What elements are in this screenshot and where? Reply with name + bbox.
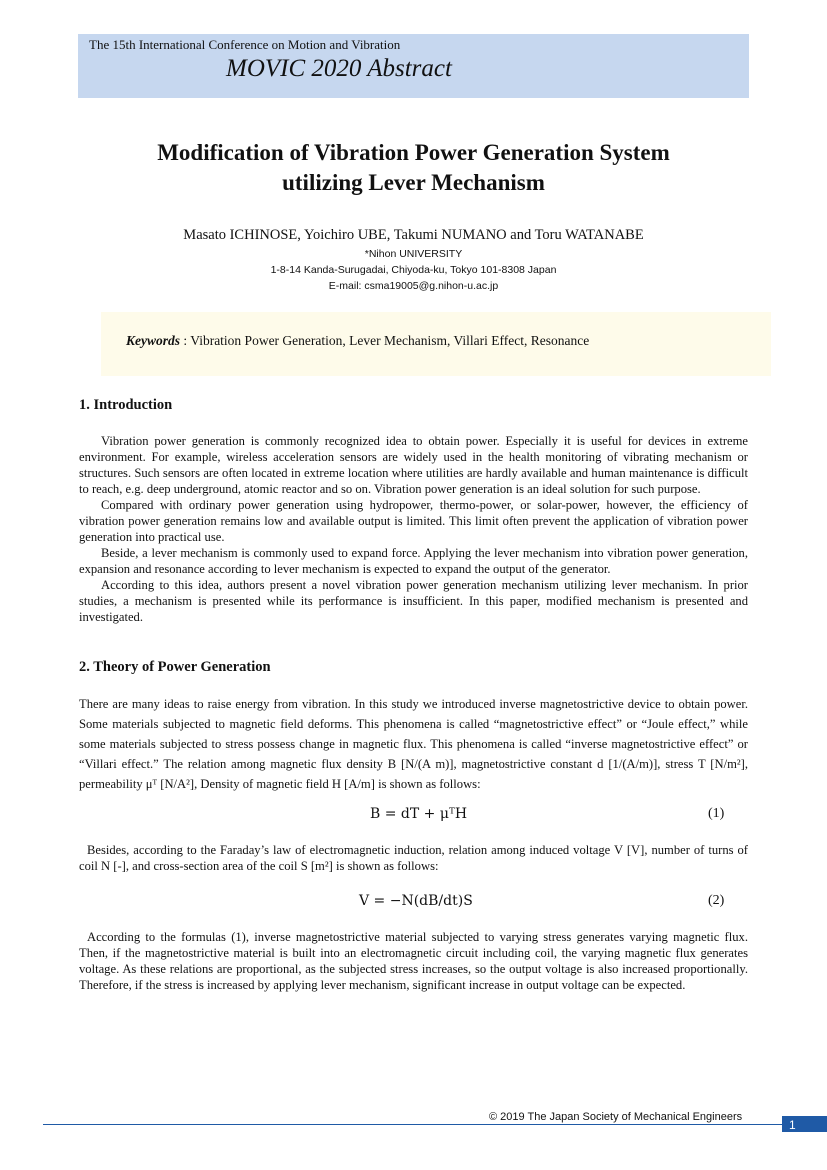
theory-paragraph-2: Besides, according to the Faraday’s law of electromagnetic induction, relation among induced voltage V [V], number of turns of coil N [-], and cross-section area of the coil S [m²] is shown as follows:	[79, 843, 748, 873]
equation-1-formula: B = dT + μᵀH	[370, 806, 468, 822]
intro-paragraph-2: Compared with ordinary power generation using hydropower, thermo-power, or solar-power, however, the efficiency of vibration power generation remains low and available output is limited. This limit often prevent the application of vibration power generation into practical use.	[79, 498, 748, 544]
copyright: © 2019 The Japan Society of Mechanical Engineers	[489, 1111, 743, 1123]
keywords-label: Keywords	[126, 333, 180, 348]
introduction-body	[79, 433, 748, 625]
authors: Masato ICHINOSE, Yoichiro UBE, Takumi NUMANO and Toru WATANABE	[183, 227, 644, 243]
page-number: 1	[782, 1116, 827, 1132]
theory-paragraph-1: There are many ideas to raise energy from vibration. In this study we introduced inverse magnetostrictive device to obtain power. Some materials subjected to magnetic field deforms. This phenomena is called “magnetostrictive effect” or “Joule effect,” while some materials subjected to stress possess change in magnetic flux. This phenomena is called “inverse magnetostrictive effect” or “Villari effect.” The relation among magnetic flux density B [N/(A m)], magnetostrictive constant d [1/(A/m)], stress T [N/m²], permeability μᵀ [N/A²], Density of magnetic field H [A/m] is shown as follows:	[79, 697, 748, 791]
email: E-mail: csma19005@g.nihon-u.ac.jp	[328, 280, 499, 292]
theory-paragraph-3: According to the formulas (1), inverse magnetostrictive material subjected to varying stress generates varying magnetic flux. Then, if the magnetostrictive material is built into an electromagnetic circuit including coil, the varying magnetic flux generates voltage. As these relations are proportional, as the subjected stress increases, so the output voltage is also increased proportionally. Therefore, if the stress is increased by applying lever mechanism, significant increase in output voltage can be expected.	[79, 930, 748, 992]
paper-title	[0, 138, 827, 198]
affiliation: *Nihon UNIVERSITY	[364, 248, 463, 260]
keywords	[126, 333, 589, 349]
section-heading-theory: 2. Theory of Power Generation	[79, 659, 271, 675]
abstract-label: MOVIC 2020 Abstract	[226, 55, 452, 82]
title-line-1: Modification of Vibration Power Generation System	[157, 140, 670, 165]
keywords-text: : Vibration Power Generation, Lever Mechanism, Villari Effect, Resonance	[183, 333, 590, 348]
keywords-box	[101, 312, 771, 376]
equation-1-number: (1)	[708, 806, 725, 821]
equation-2-number: (2)	[708, 893, 725, 908]
footer-rule	[43, 1124, 827, 1125]
intro-paragraph-4: According to this idea, authors present a novel vibration power generation mechanism utilizing lever mechanism. In prior studies, a mechanism is presented while its performance is insufficient. In this paper, modified mechanism is presented and investigated.	[79, 578, 748, 624]
section-heading-introduction: 1. Introduction	[79, 397, 173, 413]
address: 1-8-14 Kanda-Surugadai, Chiyoda-ku, Tokyo 101-8308 Japan	[270, 264, 557, 276]
equation-2-formula: V = −N(dB/dt)S	[359, 893, 473, 909]
conference-name: The 15th International Conference on Motion and Vibration	[89, 37, 401, 52]
intro-paragraph-3: Beside, a lever mechanism is commonly used to expand force. Applying the lever mechanism into vibration power generation, expansion and resonance according to lever mechanism is expected to expand the output of the generator.	[79, 546, 748, 576]
title-line-2: utilizing Lever Mechanism	[282, 170, 545, 195]
header-banner	[78, 34, 749, 98]
intro-paragraph-1: Vibration power generation is commonly recognized idea to obtain power. Especially it is useful for devices in extreme environment. For example, wireless acceleration sensors are widely used in the health monitoring of vibrating mechanism or structures. Such sensors are often located in extreme location where utilities are hardly available and human maintenance is difficult to reach, e.g. deep underground, atomic reactor and so on. Vibration power generation is an ideal solution for such purpose.	[79, 434, 748, 496]
